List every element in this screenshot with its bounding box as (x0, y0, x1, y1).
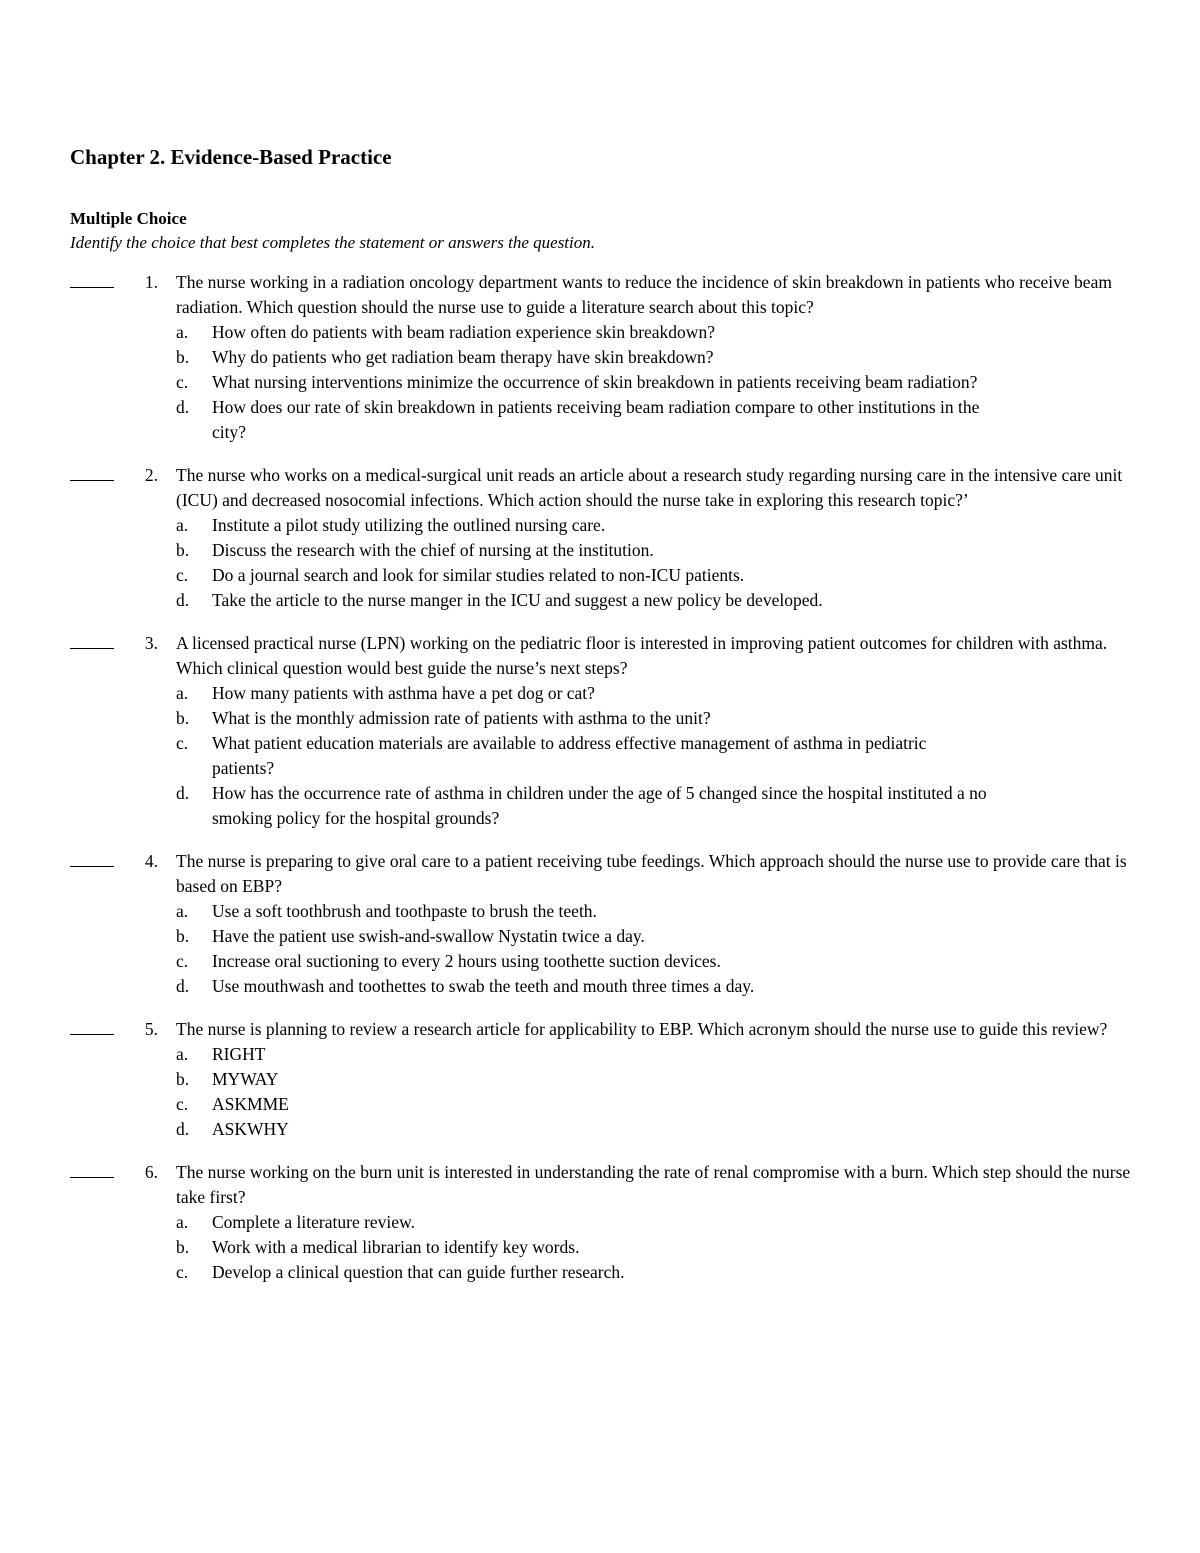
question-text: The nurse working on the burn unit is interested in understanding the rate of renal compromise with a burn. Which step should the nurse take first? (176, 1162, 1131, 1207)
choice-text: Develop a clinical question that can guide further research. (212, 1262, 625, 1282)
document-page (70, 140, 1140, 1303)
choice-text: ASKMME (212, 1094, 289, 1114)
choice-text: What patient education materials are available to address effective management of asthma in pediatric patients? (212, 733, 927, 778)
chapter-title: Chapter 2. Evidence-Based Practice (70, 145, 392, 169)
choice-letter: a. (176, 901, 189, 921)
choice-letter: d. (176, 976, 190, 996)
choice-text: Discuss the research with the chief of nursing at the institution. (212, 540, 654, 560)
choice-text: Complete a literature review. (212, 1212, 415, 1232)
answer-choice (176, 1210, 1140, 1235)
choice-text: MYWAY (212, 1069, 279, 1089)
answer-choice (176, 781, 1140, 831)
answer-choice (176, 1042, 1140, 1067)
question-item (70, 1160, 1140, 1285)
choice-letter: b. (176, 708, 190, 728)
question-item (70, 631, 1140, 831)
answer-choice (176, 1092, 1140, 1117)
question-text: The nurse is preparing to give oral care to a patient receiving tube feedings. Which approach should the nurse use to provide care that is based on EBP? (176, 851, 1127, 896)
question-text: The nurse working in a radiation oncology department wants to reduce the incidence of skin breakdown in patients who receive beam radiation. Which question should the nurse use to guide a literature search about this topic? (176, 272, 1112, 317)
choice-text: Use mouthwash and toothettes to swab the teeth and mouth three times a day. (212, 976, 755, 996)
question-body (176, 270, 1140, 445)
choice-letter: a. (176, 515, 189, 535)
question-body (176, 1017, 1140, 1142)
choice-letter: c. (176, 1262, 189, 1282)
choice-letter: c. (176, 565, 189, 585)
question-item (70, 463, 1140, 613)
question-item (70, 270, 1140, 445)
question-text: The nurse who works on a medical-surgical unit reads an article about a research study regarding nursing care in the intensive care unit (ICU) and decreased nosocomial infections. Which action should the nurse take in exploring this research topic?’ (176, 465, 1123, 510)
choice-text: What nursing interventions minimize the occurrence of skin breakdown in patients receiving beam radiation? (212, 372, 978, 392)
answer-choice (176, 974, 1140, 999)
choice-letter: c. (176, 1094, 189, 1114)
answer-choice (176, 345, 1140, 370)
question-body (176, 631, 1140, 831)
choice-letter: b. (176, 1237, 190, 1257)
answer-choice (176, 1260, 1140, 1285)
section-title: Multiple Choice (70, 209, 187, 228)
question-text: A licensed practical nurse (LPN) working on the pediatric floor is interested in improving patient outcomes for children with asthma. Which clinical question would best guide the nurse’s next steps? (176, 633, 1108, 678)
answer-blank (70, 1177, 114, 1178)
choice-letter: b. (176, 540, 190, 560)
answer-choice (176, 949, 1140, 974)
choice-text: Take the article to the nurse manger in the ICU and suggest a new policy be developed. (212, 590, 823, 610)
choice-list (176, 899, 1140, 999)
question-number: 6. (144, 1162, 158, 1182)
choice-text: Why do patients who get radiation beam therapy have skin breakdown? (212, 347, 714, 367)
choice-letter: b. (176, 1069, 190, 1089)
answer-choice (176, 1067, 1140, 1092)
choice-text: Increase oral suctioning to every 2 hours using toothette suction devices. (212, 951, 721, 971)
answer-choice (176, 320, 1140, 345)
choice-text: How many patients with asthma have a pet dog or cat? (212, 683, 595, 703)
question-number: 3. (144, 633, 158, 653)
question-number: 5. (144, 1019, 158, 1039)
answer-blank (70, 1034, 114, 1035)
choice-letter: a. (176, 1212, 189, 1232)
choice-list (176, 513, 1140, 613)
choice-text: Work with a medical librarian to identify key words. (212, 1237, 580, 1257)
choice-letter: c. (176, 372, 189, 392)
answer-choice (176, 370, 1140, 395)
answer-choice (176, 731, 1140, 781)
choice-list (176, 1042, 1140, 1142)
question-list (70, 270, 1140, 1285)
choice-letter: d. (176, 1119, 190, 1139)
answer-blank (70, 866, 114, 867)
choice-letter: d. (176, 590, 190, 610)
answer-blank (70, 480, 114, 481)
choice-text: How often do patients with beam radiation experience skin breakdown? (212, 322, 715, 342)
question-body (176, 849, 1140, 999)
choice-text: Use a soft toothbrush and toothpaste to brush the teeth. (212, 901, 597, 921)
question-text: The nurse is planning to review a research article for applicability to EBP. Which acronym should the nurse use to guide this review? (176, 1019, 1108, 1039)
choice-letter: a. (176, 1044, 189, 1064)
choice-text: Institute a pilot study utilizing the outlined nursing care. (212, 515, 606, 535)
choice-list (176, 1210, 1140, 1285)
question-item (70, 1017, 1140, 1142)
answer-blank (70, 648, 114, 649)
answer-choice (176, 706, 1140, 731)
answer-choice (176, 588, 1140, 613)
answer-choice (176, 395, 1140, 445)
question-number: 1. (144, 272, 158, 292)
answer-choice (176, 563, 1140, 588)
choice-letter: a. (176, 322, 189, 342)
answer-choice (176, 924, 1140, 949)
answer-choice (176, 1235, 1140, 1260)
question-body (176, 1160, 1140, 1285)
choice-letter: b. (176, 347, 190, 367)
answer-choice (176, 681, 1140, 706)
answer-choice (176, 1117, 1140, 1142)
answer-choice (176, 899, 1140, 924)
question-number: 4. (144, 851, 158, 871)
choice-text: How does our rate of skin breakdown in patients receiving beam radiation compare to other institutions in the city? (212, 397, 980, 442)
choice-letter: a. (176, 683, 189, 703)
choice-letter: c. (176, 733, 189, 753)
choice-letter: c. (176, 951, 189, 971)
question-item (70, 849, 1140, 999)
choice-text: What is the monthly admission rate of patients with asthma to the unit? (212, 708, 711, 728)
question-body (176, 463, 1140, 613)
choice-letter: d. (176, 783, 190, 803)
choice-text: How has the occurrence rate of asthma in children under the age of 5 changed since the hospital instituted a no smoking policy for the hospital grounds? (212, 783, 987, 828)
choice-list (176, 320, 1140, 445)
choice-text: Have the patient use swish-and-swallow Nystatin twice a day. (212, 926, 645, 946)
question-number: 2. (144, 465, 158, 485)
answer-choice (176, 513, 1140, 538)
choice-letter: d. (176, 397, 190, 417)
choice-text: RIGHT (212, 1044, 266, 1064)
choice-letter: b. (176, 926, 190, 946)
choice-list (176, 681, 1140, 831)
choice-text: Do a journal search and look for similar studies related to non-ICU patients. (212, 565, 745, 585)
answer-choice (176, 538, 1140, 563)
answer-blank (70, 287, 114, 288)
choice-text: ASKWHY (212, 1119, 289, 1139)
instructions: Identify the choice that best completes the statement or answers the question. (70, 233, 595, 252)
